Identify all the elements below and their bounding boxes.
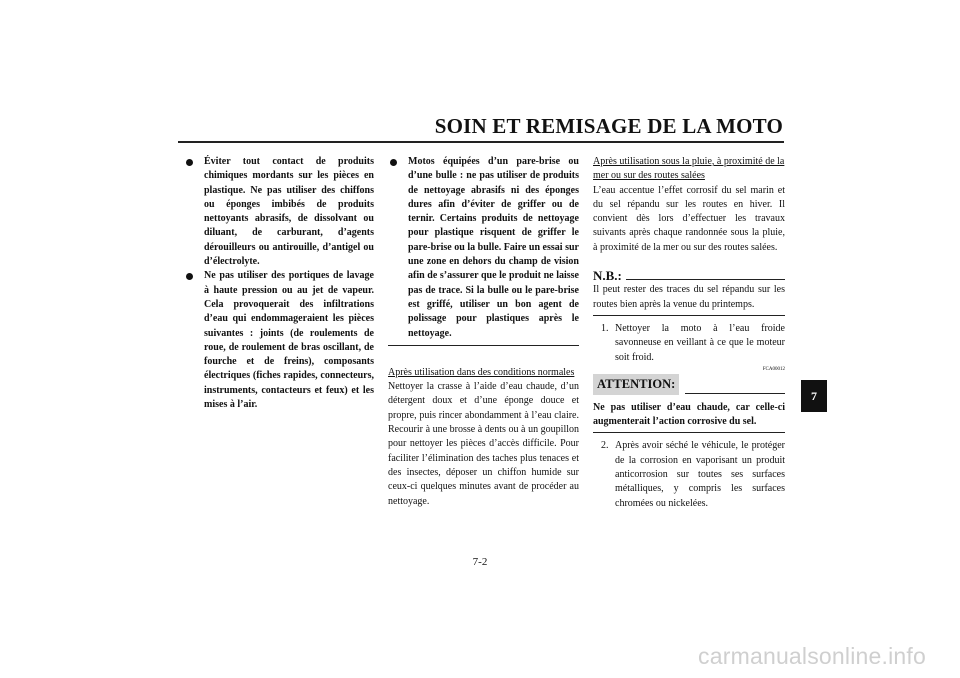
bullet-text: Ne pas utiliser des portiques de lavage à haute pression ou au jet de vapeur. Cela provoquerait des infiltrations d’eau qui endommageraient les pièces suivantes : joints (de roulements de roue, de roulement de bras oscillant, de fourche et de freins), composants électriques (fiches rapides, connecteurs, instruments, contacteurs et feux) et les mises à l’air. [204, 270, 374, 411]
note-text: Il peut rester des traces du sel répandu sur les routes bien après la venue du printemps. [593, 284, 785, 310]
attention-text: Ne pas utiliser d’eau chaude, car celle-ci augmenterait l’action corrosive du sel. [593, 401, 785, 428]
attention-heading [593, 374, 785, 395]
attention-end-rule [593, 432, 785, 433]
step-item [593, 439, 785, 510]
step-number: 2. [601, 440, 609, 452]
chapter-tab: 7 [801, 380, 827, 412]
bullet-dot-icon [186, 273, 193, 280]
section-title-normal-use: Après utilisation dans des conditions normales [388, 366, 575, 378]
step-text: Après avoir séché le véhicule, le protéger de la corrosion en vaporisant un produit anticorrosion sur toutes ses surfaces métalliques, y compris les surfaces chromées ou nickelées. [615, 440, 785, 509]
column-middle [388, 155, 579, 509]
note-label: N.B.: [593, 268, 622, 284]
page-number: 7-2 [472, 556, 488, 568]
note-rule [626, 279, 785, 280]
note-end-rule [593, 315, 785, 316]
section-text-normal-use: Nettoyer la crasse à l’aide d’eau chaude, d’un détergent doux et d’une éponge douce et propre, puis rincer abondamment à l’eau claire. Recourir à une brosse à dents ou à un goupillon pour nettoyer les pièces d’accès difficile. Pour faciliter l’élimination des taches plus tenaces et des insectes, déposer un chiffon humide sur ceux-ci quelques minutes avant de procéder au nettoyage. [388, 381, 579, 507]
page-title: SOIN ET REMISAGE DE LA MOTO [434, 114, 783, 138]
step-item [593, 322, 785, 365]
step-text: Nettoyer la moto à l’eau froide savonneuse en veillant à ce que le moteur soit froid. [615, 322, 785, 363]
bullet-item [184, 155, 374, 269]
attention-label: ATTENTION: [593, 374, 679, 395]
bullet-dot-icon [186, 159, 193, 166]
bullet-item [184, 269, 374, 412]
note-heading [593, 269, 785, 283]
reference-code: FCA00012 [762, 366, 785, 372]
bullet-item [388, 155, 579, 341]
bullet-dot-icon [390, 159, 397, 166]
section-text-rain-use: L’eau accentue l’effet corrosif du sel marin et du sel répandu sur les routes en hiver. Il convient dès lors d’effectuer les travaux suivants après chaque randonnée sous la pluie, à proximité de la mer ou sur des routes salées. [593, 184, 785, 253]
bullet-text: Éviter tout contact de produits chimiques mordants sur les pièces en plastique. Ne pas utiliser des chiffons ou éponges imbibés de produits nettoyants abrasifs, de dissolvant ou diluant, de carburant, d’agents dérouilleurs ou antirouille, d’antigel ou d’électrolyte. [204, 156, 374, 268]
column-left [184, 155, 374, 412]
column-right [593, 155, 785, 511]
bullet-text: Motos équipées d’un pare-brise ou d’une bulle : ne pas utiliser de produits de nettoyage abrasifs ni des éponges dures afin d’éviter de griffer ou de ternir. Certains produits de nettoyage pour plastique risquent de griffer le pare-brise ou la bulle. Faire un essai sur une zone en dehors du champ de vision afin de s’assurer que le produit ne laisse pas de trace. Si la bulle ou le pare-brise est griffé, utiliser un bon agent de polissage pour plastiques après le nettoyage. [408, 156, 579, 339]
section-title-rain-use: Après utilisation sous la pluie, à proximité de la mer ou sur des routes salées [593, 156, 785, 182]
warning-end-rule [388, 345, 579, 346]
watermark: carmanualsonline.info [698, 643, 926, 669]
attention-rule [685, 393, 785, 394]
step-number: 1. [601, 322, 609, 334]
title-rule [178, 141, 784, 143]
